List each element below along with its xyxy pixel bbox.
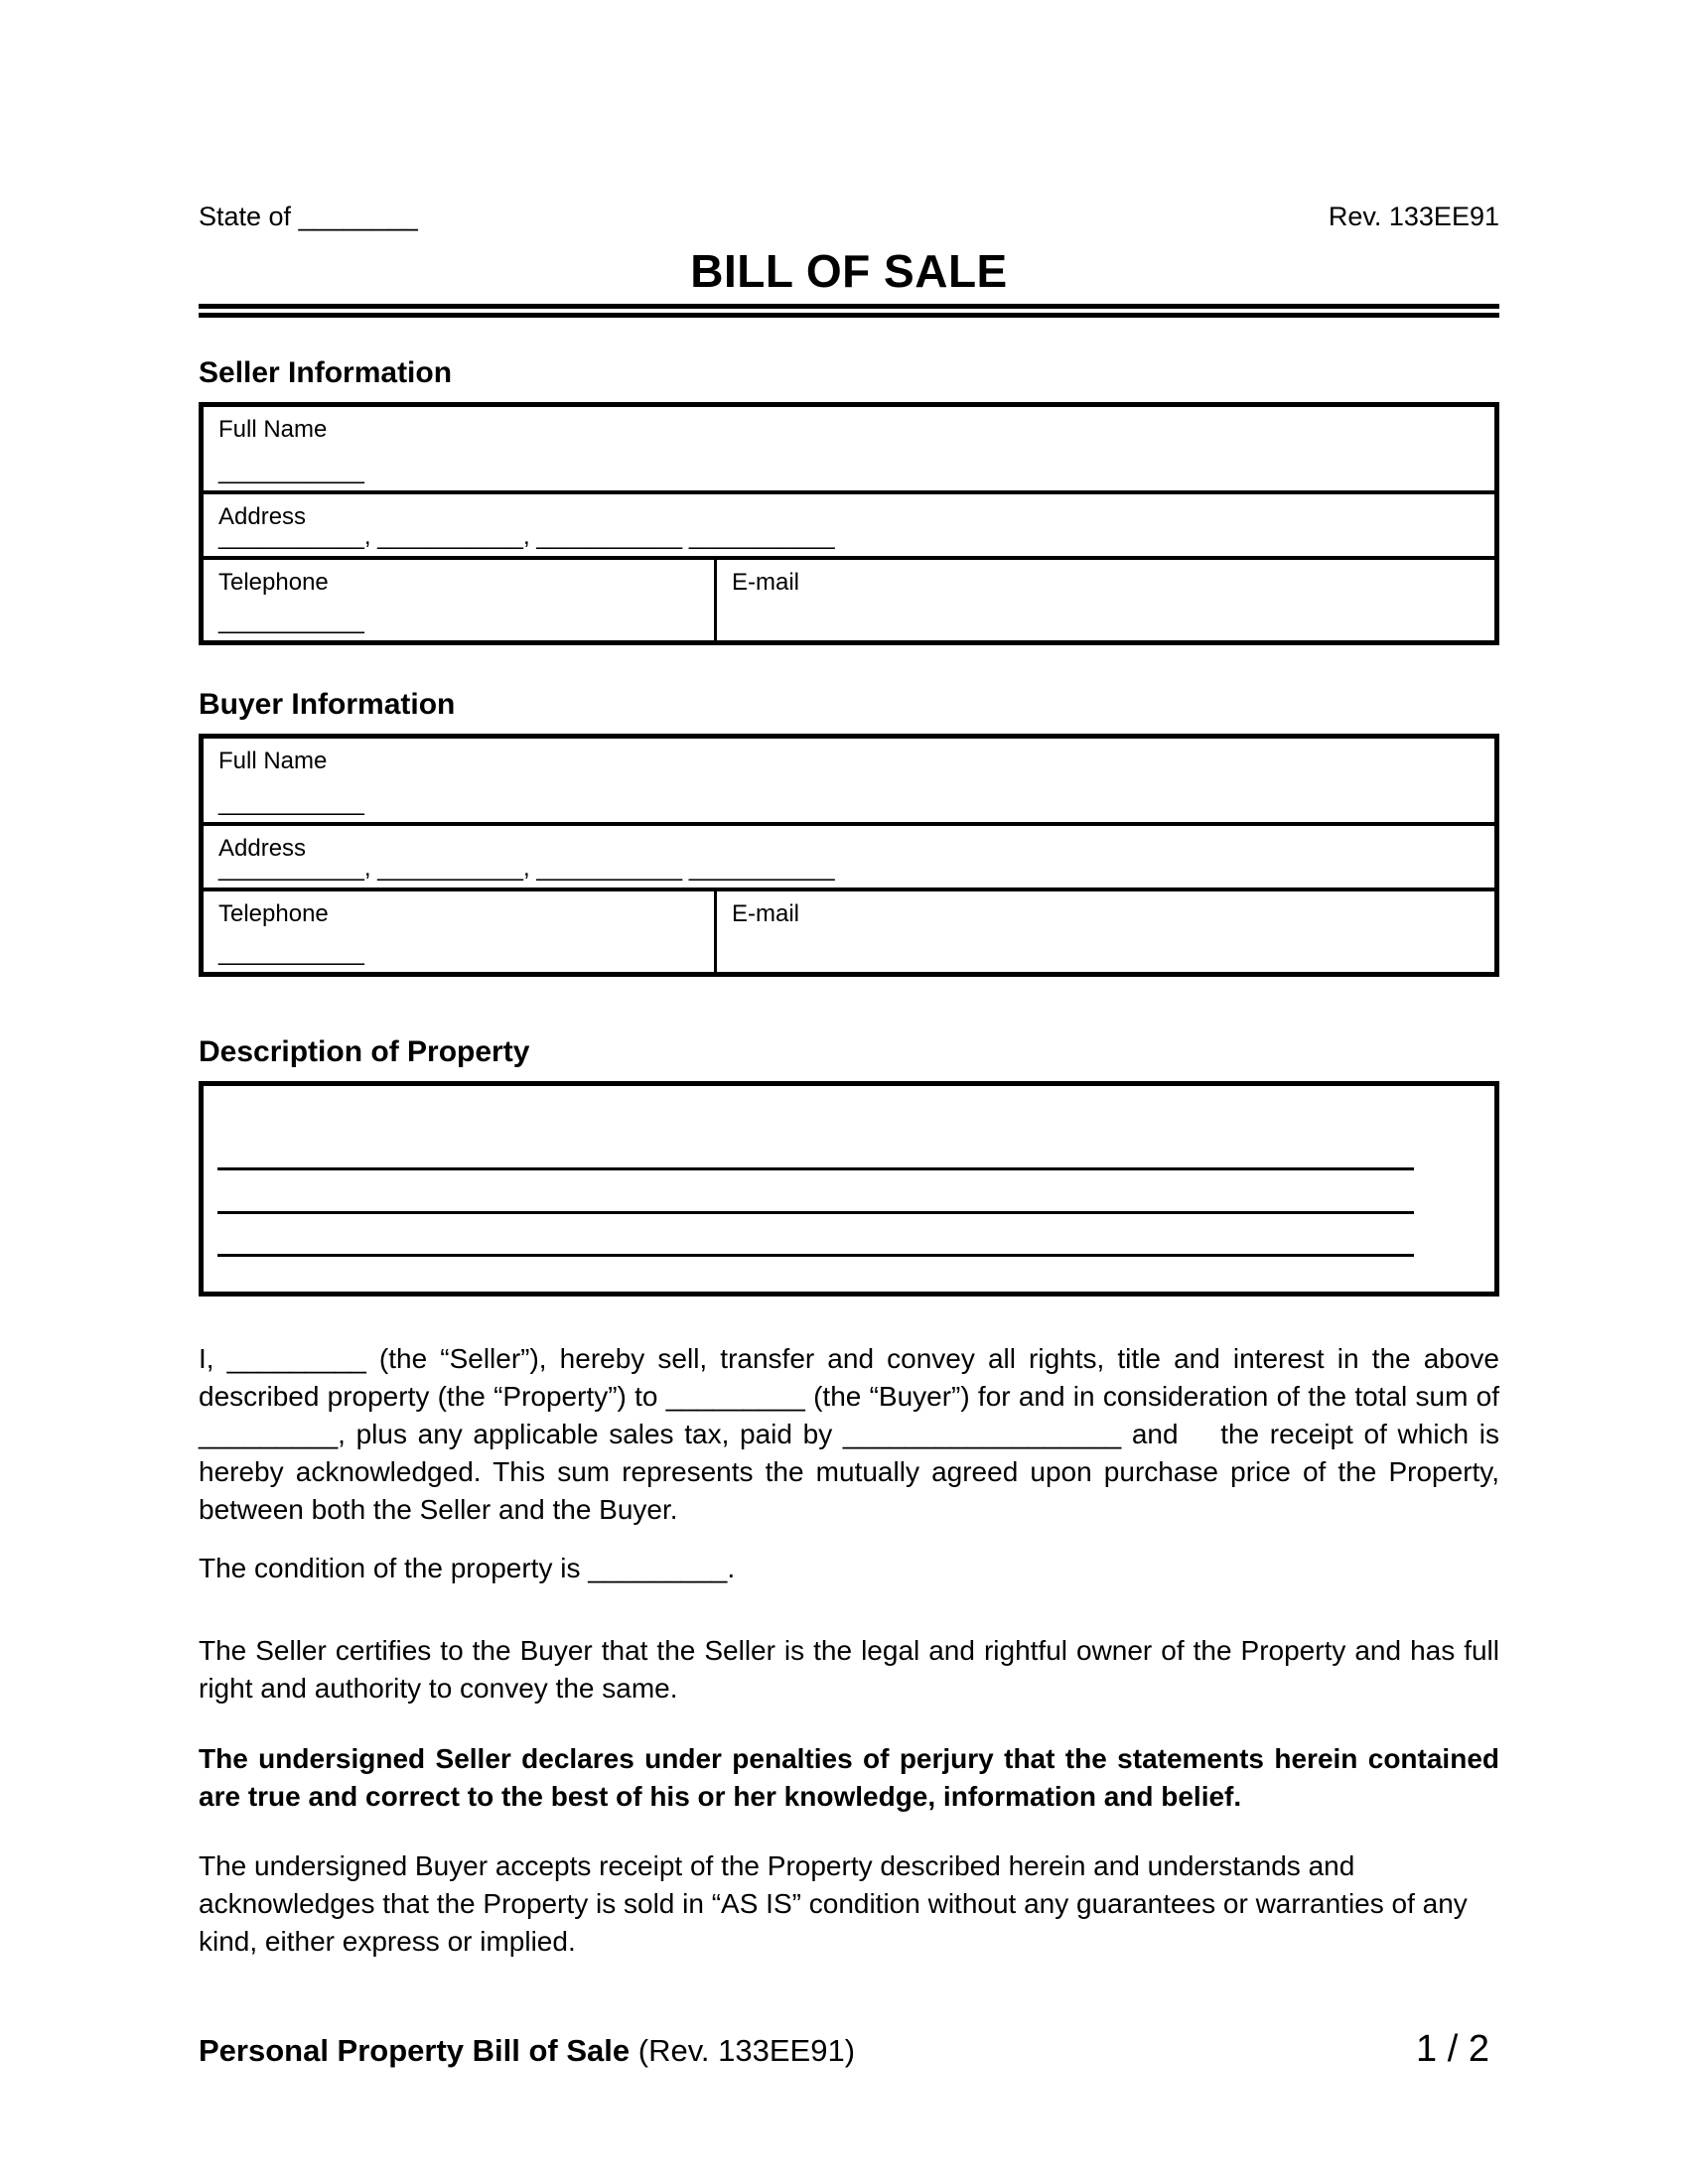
as-is-paragraph: The undersigned Buyer accepts receipt of the Property described herein and understands and acknowledges that the Property is sold in “AS IS” condition without any guarantees or warranties of any kind, either express or implied. bbox=[199, 1850, 1468, 1957]
seller-contact-row bbox=[204, 560, 1494, 640]
buyer-address-cell bbox=[204, 826, 1494, 891]
buyer-contact-row bbox=[204, 891, 1494, 972]
seller-full-name-label: Full Name bbox=[218, 416, 328, 443]
page-indicator: 1 / 2 bbox=[1416, 2028, 1489, 2070]
footer-doc-name: Personal Property Bill of Sale bbox=[199, 2033, 631, 2068]
seller-telephone-label: Telephone bbox=[218, 569, 329, 596]
buyer-address-blank[interactable]: ___________, ___________, ___________ ___________ bbox=[218, 855, 835, 882]
buyer-email-cell bbox=[717, 891, 1494, 972]
state-of-blank[interactable]: ________ bbox=[298, 202, 418, 231]
footer-doc-title bbox=[199, 2032, 855, 2070]
document-title: BILL OF SALE bbox=[690, 245, 1008, 297]
perjury-paragraph: The undersigned Seller declares under penalties of perjury that the statements herein contained are true and correct to the best of his or her knowledge, information and belief. bbox=[199, 1743, 1499, 1812]
buyer-full-name-label: Full Name bbox=[218, 748, 328, 774]
buyer-telephone-label: Telephone bbox=[218, 900, 329, 927]
buyer-email-label: E-mail bbox=[732, 900, 800, 927]
title-divider bbox=[199, 304, 1499, 318]
description-line-3[interactable] bbox=[217, 1254, 1414, 1257]
footer-doc-rev: (Rev. 133EE91) bbox=[637, 2033, 856, 2068]
seller-telephone-cell bbox=[204, 560, 717, 640]
ownership-paragraph: The Seller certifies to the Buyer that the Seller is the legal and rightful owner of the Property and has full right and authority to convey the same. bbox=[199, 1635, 1499, 1704]
condition-paragraph: The condition of the property is _________. bbox=[199, 1553, 736, 1583]
seller-address-cell bbox=[204, 494, 1494, 560]
seller-email-cell bbox=[717, 560, 1494, 640]
document-footer bbox=[199, 2027, 1489, 2071]
seller-address-label: Address bbox=[218, 503, 307, 530]
buyer-telephone-cell bbox=[204, 891, 717, 972]
state-of-label: State of bbox=[199, 202, 292, 231]
seller-full-name-cell bbox=[204, 407, 1494, 494]
buyer-full-name-blank[interactable]: ___________ bbox=[218, 789, 364, 816]
description-heading: Description of Property bbox=[199, 1035, 530, 1068]
description-line-1[interactable] bbox=[217, 1167, 1414, 1170]
seller-full-name-blank[interactable]: ___________ bbox=[218, 458, 364, 484]
document-header bbox=[199, 0, 1499, 232]
state-of-group bbox=[199, 201, 418, 232]
seller-info-table bbox=[199, 402, 1499, 645]
seller-email-label: E-mail bbox=[732, 569, 800, 596]
buyer-info-table bbox=[199, 734, 1499, 977]
buyer-full-name-cell bbox=[204, 739, 1494, 826]
seller-telephone-blank[interactable]: ___________ bbox=[218, 608, 364, 634]
seller-section-heading: Seller Information bbox=[199, 356, 453, 389]
page-content bbox=[199, 0, 1499, 1961]
buyer-telephone-blank[interactable]: ___________ bbox=[218, 939, 364, 966]
buyer-address-label: Address bbox=[218, 835, 307, 862]
description-box[interactable] bbox=[199, 1081, 1499, 1297]
description-line-2[interactable] bbox=[217, 1211, 1414, 1214]
revision-label: Rev. 133EE91 bbox=[1328, 202, 1499, 231]
sale-statement-paragraph: I, _________ (the “Seller”), hereby sell, transfer and convey all rights, title and interest in the above described property (the “Property”) to _________ (the “Buyer”) for and in consideration of the total sum of _________, plus any applicable sales tax, paid by __________________ and the receipt of which is hereby acknowledged. This sum represents the mutually agreed upon purchase price of the Property, between both the Seller and the Buyer. bbox=[199, 1343, 1499, 1525]
buyer-section-heading: Buyer Information bbox=[199, 688, 456, 721]
seller-address-blank[interactable]: ___________, ___________, ___________ ___________ bbox=[218, 523, 835, 550]
